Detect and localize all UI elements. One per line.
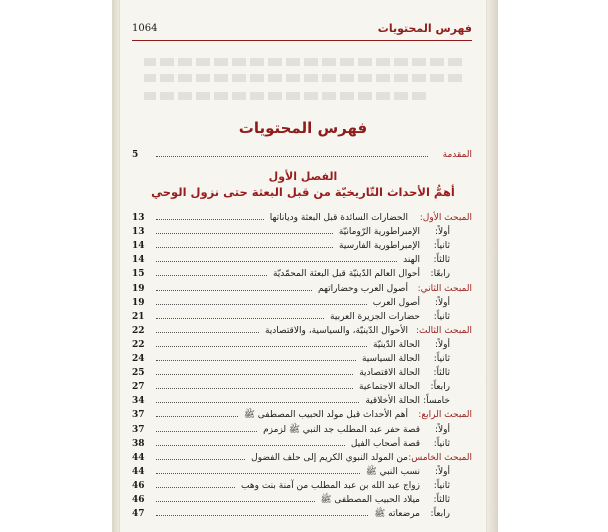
leader-dots bbox=[156, 388, 353, 389]
entry-page: 46 bbox=[132, 495, 145, 505]
entry-page: 14 bbox=[132, 255, 145, 266]
entry-text: الحالة الأخلاقية bbox=[365, 396, 420, 407]
entry-label: ثالثاً: bbox=[433, 495, 450, 505]
leader-dots bbox=[156, 431, 257, 432]
show-through-text bbox=[144, 74, 462, 82]
entry-text: نسب النبي ﷺ bbox=[365, 466, 420, 477]
toc-subentry[interactable] bbox=[132, 253, 472, 267]
entry-text: الحالة الدّينيّة bbox=[373, 339, 420, 350]
leader-dots bbox=[156, 318, 324, 319]
entry-text: الحضارات السائدة قبل البعثة ودياناتها bbox=[269, 213, 408, 223]
leader-dots bbox=[156, 459, 245, 460]
leader-dots bbox=[156, 247, 333, 248]
entry-text: زواج عبد الله بن عبد المطلب من آمنة بنت وهب bbox=[241, 480, 420, 491]
entry-label: ثانياً: bbox=[433, 311, 450, 322]
toc-subentry[interactable] bbox=[132, 437, 472, 451]
toc-subentry[interactable] bbox=[132, 267, 472, 281]
running-header bbox=[132, 22, 472, 38]
book-page bbox=[120, 0, 486, 532]
toc-subentry[interactable] bbox=[132, 338, 472, 352]
leader-dots bbox=[156, 416, 238, 417]
entry-text: الهند bbox=[403, 255, 420, 266]
entry-label: المبحث الثالث: bbox=[416, 325, 472, 336]
entry-text: الحالة الاقتصادية bbox=[359, 368, 420, 379]
intro-entry[interactable] bbox=[132, 148, 472, 162]
entry-page: 46 bbox=[132, 480, 145, 491]
entry-page: 13 bbox=[132, 227, 145, 238]
toc-section-entry[interactable] bbox=[132, 211, 472, 225]
entry-page: 24 bbox=[132, 354, 145, 364]
chapter-label: الفصل الأول bbox=[268, 170, 338, 183]
entry-label: ثانياً: bbox=[433, 354, 450, 364]
entry-label: ثانياً: bbox=[433, 438, 450, 449]
page-edge-left bbox=[112, 0, 120, 532]
entry-page: 44 bbox=[132, 452, 145, 463]
intro-page: 5 bbox=[132, 150, 139, 160]
entry-page: 19 bbox=[132, 283, 145, 294]
leader-dots bbox=[156, 487, 235, 488]
entry-text: أحوال العالم الدّينيّة قبل البعثة المحمّديّة bbox=[272, 269, 420, 280]
entry-text: قصة حفر عبد المطلب جد النبي ﷺ لزمزم bbox=[263, 424, 420, 435]
entry-label: ثانياً: bbox=[433, 241, 450, 252]
chapter-title: أهمُّ الأحداث التّاريخيّة من قبل البعثة حتى نزول الوحي bbox=[151, 185, 455, 199]
entry-label: أولاً: bbox=[434, 466, 450, 477]
toc-section-entry[interactable] bbox=[132, 408, 472, 422]
leader-dots bbox=[156, 515, 368, 516]
toc-subentry[interactable] bbox=[132, 394, 472, 408]
leader-dots bbox=[156, 290, 312, 291]
entry-label: رابعًا: bbox=[430, 269, 450, 280]
header-title: فهرس المحتويات bbox=[377, 22, 472, 35]
entry-text: أصول العرب bbox=[372, 297, 420, 308]
toc-subentry[interactable] bbox=[132, 239, 472, 253]
leader-dots bbox=[156, 445, 345, 446]
show-through-text bbox=[144, 92, 426, 100]
header-rule bbox=[132, 40, 472, 41]
entry-text: الإمبراطورية الفارسية bbox=[339, 241, 420, 252]
entry-label: أولاً: bbox=[434, 424, 450, 435]
toc-subentry[interactable] bbox=[132, 465, 472, 479]
toc-subentry[interactable] bbox=[132, 352, 472, 366]
toc-subentry[interactable] bbox=[132, 366, 472, 380]
entry-text: أصول العرب وحضاراتهم bbox=[317, 283, 408, 294]
entry-page: 22 bbox=[132, 325, 145, 336]
entry-page: 22 bbox=[132, 339, 145, 350]
toc-subentry[interactable] bbox=[132, 310, 472, 324]
entry-text: الإمبراطورية الرّومانيّة bbox=[338, 227, 420, 238]
entry-page: 38 bbox=[132, 438, 145, 449]
entry-text: حضارات الجزيرة العربية bbox=[330, 311, 420, 322]
leader-dots bbox=[156, 332, 259, 333]
toc-section-entry[interactable] bbox=[132, 451, 472, 465]
entry-label: المبحث الخامس: bbox=[408, 452, 472, 463]
toc-subentry[interactable] bbox=[132, 479, 472, 493]
intro-label: المقدمة bbox=[442, 150, 472, 160]
toc-subentry[interactable] bbox=[132, 507, 472, 521]
entry-label: المبحث الرابع: bbox=[418, 410, 472, 421]
page-title: فهرس المحتويات bbox=[238, 119, 368, 137]
entry-label: المبحث الثاني: bbox=[417, 283, 472, 294]
entry-text: الحالة السياسية bbox=[361, 354, 420, 364]
entry-page: 25 bbox=[132, 368, 145, 379]
entry-page: 37 bbox=[132, 410, 145, 421]
entry-label: رابعاً: bbox=[430, 382, 450, 393]
entry-page: 14 bbox=[132, 241, 145, 252]
entry-text: مرضعاته ﷺ bbox=[374, 509, 420, 520]
leader-dots bbox=[156, 156, 428, 157]
leader-dots bbox=[156, 360, 356, 361]
show-through-text bbox=[144, 58, 462, 66]
toc-subentry[interactable] bbox=[132, 296, 472, 310]
toc-section-entry[interactable] bbox=[132, 324, 472, 338]
entry-text: الأحوال الدّينيّة، والسياسية، والاقتصادية bbox=[264, 325, 408, 336]
entry-text: من المولد النبوي الكريم إلى حلف الفضول bbox=[251, 452, 408, 463]
toc-subentry[interactable] bbox=[132, 423, 472, 437]
leader-dots bbox=[156, 304, 367, 305]
entry-page: 13 bbox=[132, 213, 145, 223]
toc-subentry[interactable] bbox=[132, 225, 472, 239]
entry-label: أولاً: bbox=[434, 227, 450, 238]
leader-dots bbox=[156, 261, 397, 262]
leader-dots bbox=[156, 233, 333, 234]
entry-label: المبحث الأول: bbox=[419, 213, 472, 223]
entry-page: 44 bbox=[132, 466, 145, 477]
leader-dots bbox=[156, 219, 264, 220]
header-page-number: 1064 bbox=[132, 23, 158, 34]
entry-page: 19 bbox=[132, 297, 145, 308]
entry-text: الحالة الاجتماعية bbox=[359, 382, 420, 393]
toc-subentry[interactable] bbox=[132, 380, 472, 394]
page-edge-right bbox=[486, 0, 498, 532]
entry-page: 27 bbox=[132, 382, 145, 393]
entry-page: 47 bbox=[132, 509, 145, 520]
entry-text: قصة أصحاب الفيل bbox=[350, 438, 420, 449]
toc-subentry[interactable] bbox=[132, 493, 472, 507]
entry-label: ثالثاً: bbox=[433, 255, 450, 266]
entry-label: ثالثاً: bbox=[433, 368, 450, 379]
entry-page: 37 bbox=[132, 424, 145, 435]
entry-page: 15 bbox=[132, 269, 145, 280]
entry-page: 34 bbox=[132, 396, 145, 407]
entry-text: أهم الأحداث قبل مولد الحبيب المصطفى ﷺ bbox=[244, 410, 408, 421]
leader-dots bbox=[156, 275, 267, 276]
entry-label: خامساً: bbox=[423, 396, 450, 407]
toc-section-entry[interactable] bbox=[132, 282, 472, 296]
entry-label: ثانياً: bbox=[433, 480, 450, 491]
leader-dots bbox=[156, 402, 359, 403]
entry-label: أولاً: bbox=[434, 339, 450, 350]
entry-label: رابعاً: bbox=[430, 509, 450, 520]
leader-dots bbox=[156, 473, 360, 474]
leader-dots bbox=[156, 501, 315, 502]
entry-label: أولاً: bbox=[434, 297, 450, 308]
leader-dots bbox=[156, 346, 367, 347]
entry-text: ميلاد الحبيب المصطفى ﷺ bbox=[320, 495, 420, 505]
entry-page: 21 bbox=[132, 311, 145, 322]
leader-dots bbox=[156, 374, 353, 375]
